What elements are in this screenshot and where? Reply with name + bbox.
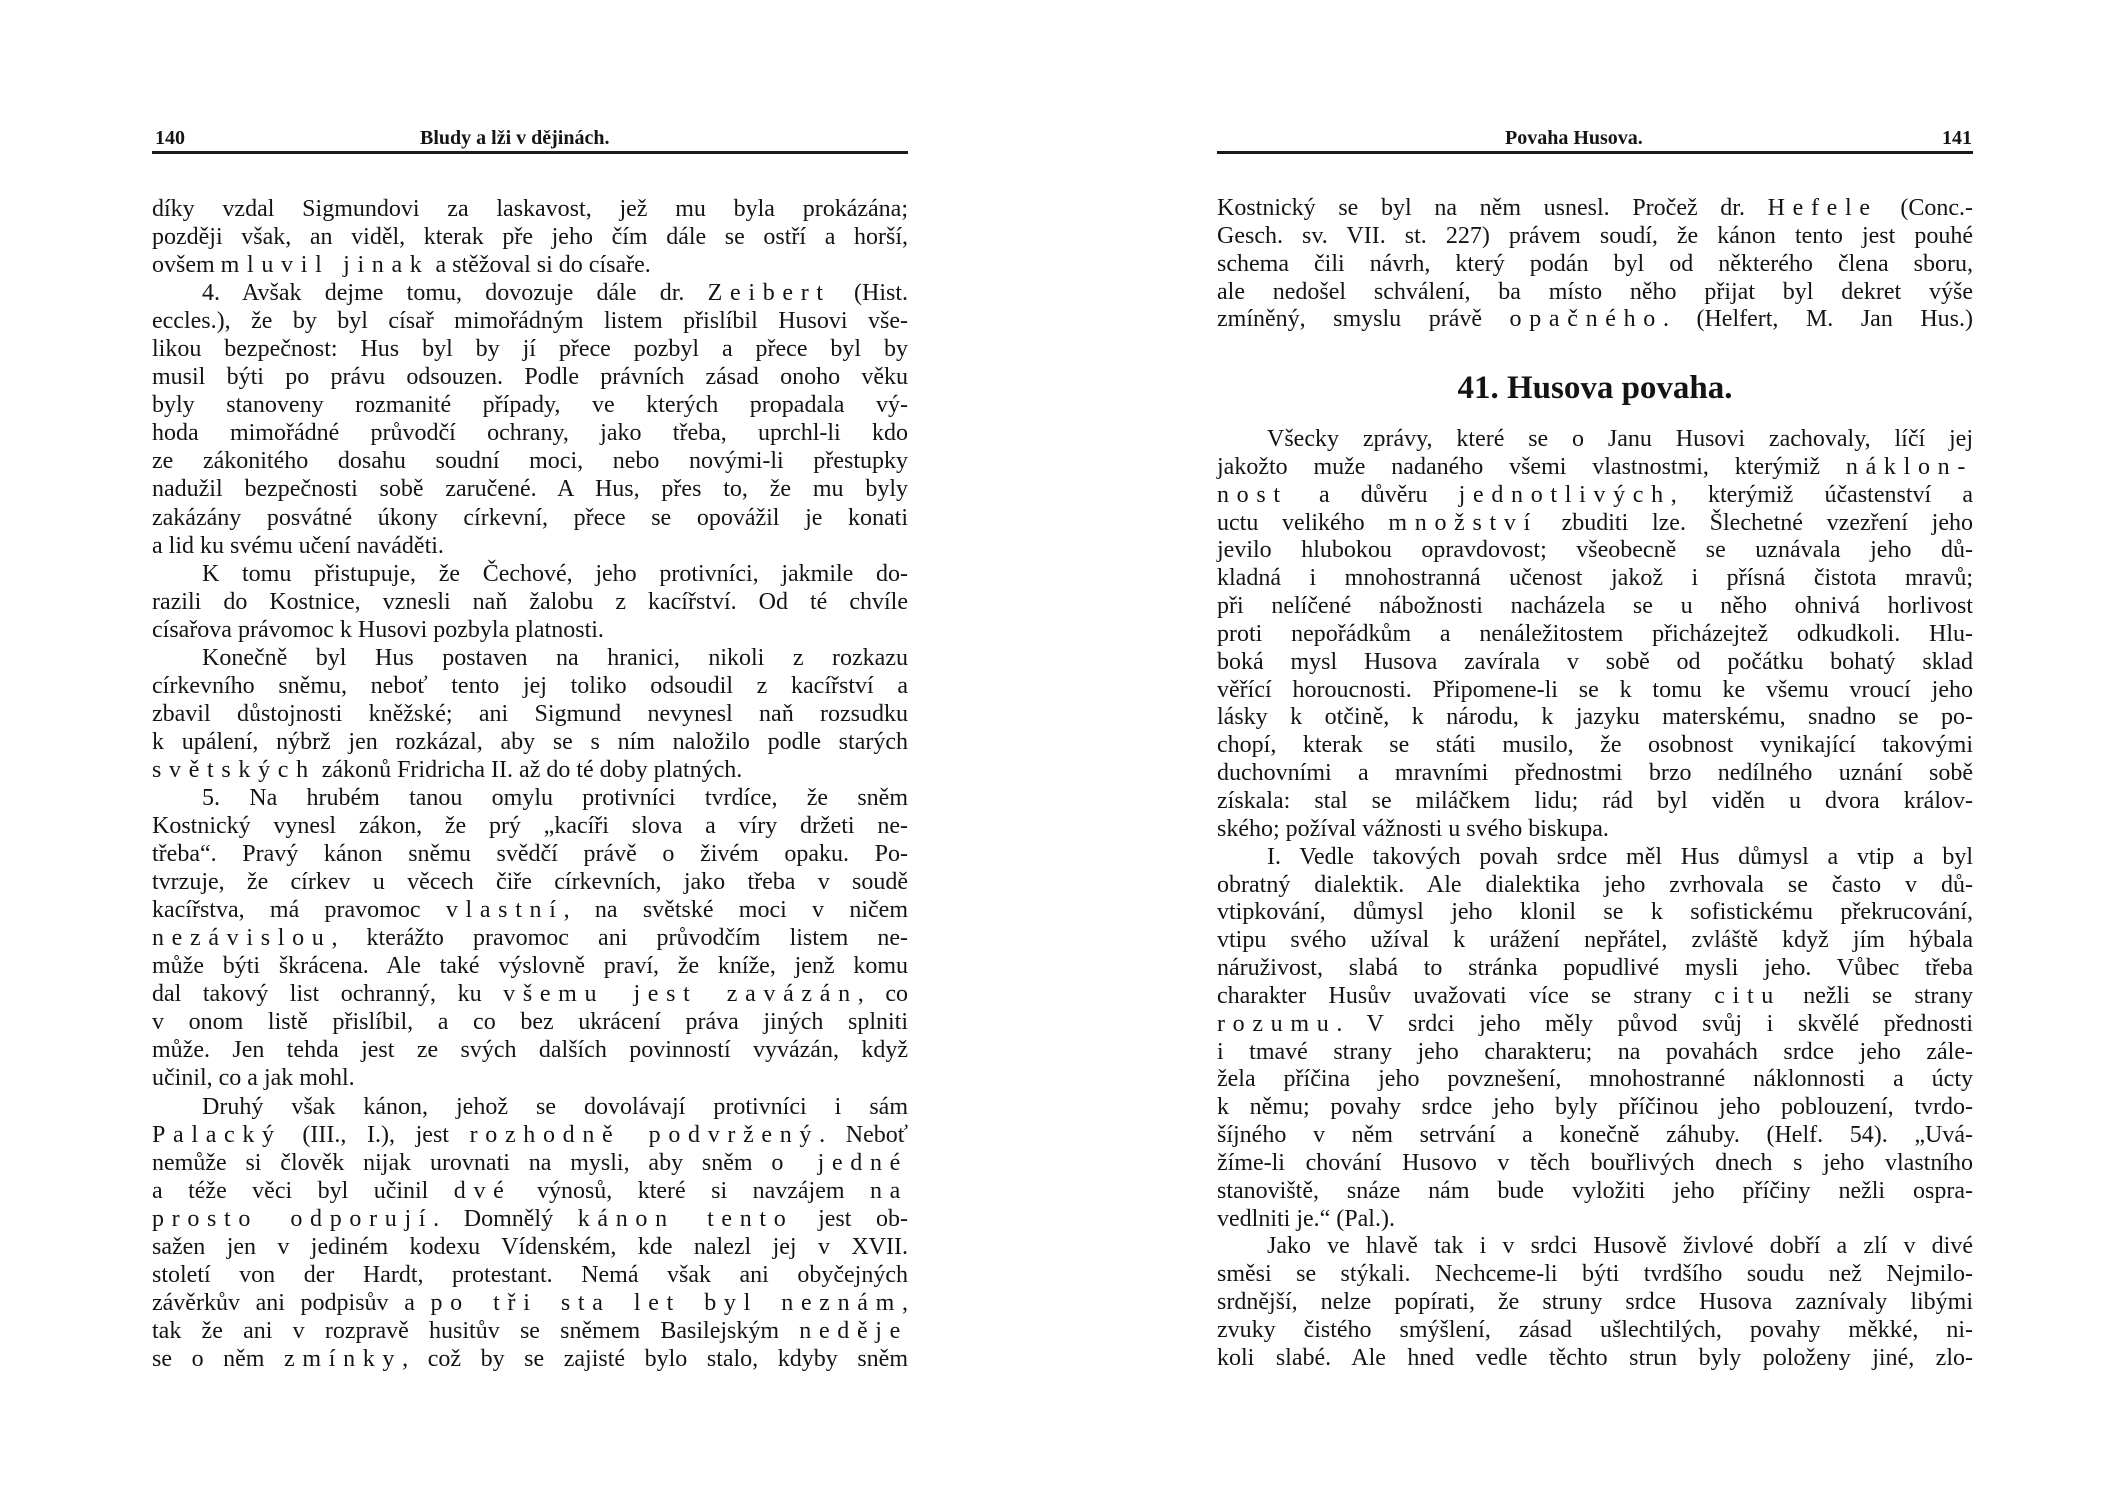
- text-line: [152, 896, 908, 924]
- text-line: [1217, 732, 1973, 760]
- text-run: k upálení, nýbrž jen rozkázal, aby se s ním naložilo podle starých: [152, 728, 908, 755]
- text-line: [152, 475, 908, 503]
- text-line: [152, 616, 908, 644]
- text-line: [1217, 1094, 1973, 1122]
- text-run: náruživost, slabá to stránka popudlivé mysli jeho. Vůbec třeba: [1217, 955, 1973, 982]
- text-run: žela příčina jeho povznešení, mnohostranné náklonnosti a úcty: [1217, 1066, 1973, 1093]
- text-run: hoda mimořádné průvodčí ochrany, jako třeba, uprchl-li kdo: [152, 420, 908, 447]
- text-run: . (Helfert, M. Jan Hus.): [1662, 306, 1974, 333]
- header-rule-right: [1217, 151, 1973, 154]
- text-run: zakázány posvátné úkony církevní, přece se opovážil je konati: [152, 504, 908, 531]
- text-line: [152, 279, 908, 307]
- text-run: ,: [901, 1289, 908, 1316]
- text-line: [1217, 1039, 1973, 1067]
- text-run: císařova právomoc k Husovi pozbyla platnosti.: [152, 616, 604, 643]
- spaced-emphasis: Palacký: [152, 1121, 282, 1148]
- text-line: [1217, 844, 1973, 872]
- text-run: musil býti po právu odsouzen. Podle právních zásad onoho věku: [152, 364, 908, 391]
- text-line: [152, 1177, 908, 1205]
- text-run: razili do Kostnice, vznesli naň žalobu z kacířství. Od té chvíle: [152, 588, 908, 615]
- text-run: Kostnický vynesl zákon, že prý „kacíři slova a víry držeti ne-: [152, 813, 908, 840]
- text-line: [152, 195, 908, 223]
- page-number-right: 141: [1942, 127, 1972, 149]
- text-line: [1217, 279, 1973, 307]
- text-line: [152, 700, 908, 728]
- text-line: [1217, 1261, 1973, 1289]
- text-line: [152, 532, 908, 560]
- text-run: uctu velikého: [1217, 509, 1389, 536]
- text-run: (Hist.: [830, 280, 908, 307]
- text-run: 4. Avšak dejme tomu, dovozuje dále dr.: [202, 280, 708, 307]
- spaced-emphasis: citu: [1714, 982, 1781, 1009]
- text-run: nemůže si člověk nijak urovnati na mysli, aby sněm: [152, 1149, 772, 1176]
- spaced-emphasis: světských: [152, 756, 316, 783]
- text-line: [1217, 426, 1973, 454]
- text-line: [152, 1345, 908, 1373]
- page-number-left: 140: [155, 127, 185, 149]
- text-run: eccles.), že by byl císař mimořádným listem přislíbil Husovi vše-: [152, 308, 908, 335]
- text-line: [1217, 1233, 1973, 1261]
- text-run: díky vzdal Sigmundovi za laskavost, jež mu byla prokázána;: [152, 196, 908, 222]
- text-run: Jako ve hlavě tak i v srdci Husově živlové dobří a zlí v divé: [1267, 1233, 1973, 1260]
- text-run: žíme-li chování Husovo v těch bouřlivých dnech s jeho vlastního: [1217, 1149, 1973, 1176]
- spaced-emphasis: rozhodně podvržený: [469, 1121, 820, 1148]
- text-line: [152, 223, 908, 251]
- text-run: . V srdci jeho měly původ svůj i skvělé přednosti: [1336, 1010, 1973, 1037]
- text-line: [1217, 704, 1973, 732]
- text-line: [1217, 537, 1973, 565]
- text-line: [1217, 1317, 1973, 1345]
- text-run: jakožto muže nadaného všemi vlastnostmi, kterýmiž: [1217, 453, 1846, 480]
- text-run: dal takový list ochranný, ku: [152, 981, 504, 1008]
- text-run: směsi se stýkali. Nechceme-li býti tvrdšího soudu než Nejmilo-: [1217, 1261, 1973, 1288]
- text-run: zákonů Fridricha II. až do té doby platných.: [315, 756, 743, 783]
- text-line: [1217, 306, 1973, 334]
- text-run: , kterýmiž účastenství a: [1670, 481, 1974, 508]
- text-line: [1217, 788, 1973, 816]
- text-run: , kterážto pravomoc ani průvodčím listem ne-: [331, 925, 908, 952]
- text-run: ovšem: [152, 252, 221, 279]
- text-run: Všecky zprávy, které se o Janu Husovi zachovaly, líčí jej: [1267, 426, 1973, 452]
- text-line: [152, 952, 908, 980]
- text-line: [152, 1317, 908, 1345]
- text-run: Konečně byl Hus postaven na hranici, nikoli z rozkazu: [202, 644, 908, 671]
- text-line: [1217, 872, 1973, 900]
- text-line: [1217, 927, 1973, 955]
- text-line: [152, 840, 908, 868]
- spaced-emphasis: nezávislou: [152, 925, 332, 952]
- spaced-emphasis: náklon-: [1845, 453, 1973, 480]
- text-run: nadužil bezpečnosti sobě zaručené. A Hus, přes to, že mu byly: [152, 476, 908, 503]
- text-run: i tmavé strany jeho charakteru; na povahách srdce jeho zále-: [1217, 1038, 1973, 1065]
- spaced-emphasis: o jedné: [771, 1149, 908, 1176]
- text-run: výnosů, které si navzájem: [511, 1177, 870, 1204]
- text-line: [152, 391, 908, 419]
- text-run: Gesch. sv. VII. st. 227) právem soudí, že kánon tento jest pouhé: [1217, 222, 1973, 249]
- text-line: [152, 672, 908, 700]
- text-line: [152, 756, 908, 784]
- text-run: jest ob-: [793, 1205, 909, 1232]
- text-line: [1217, 251, 1973, 279]
- text-line: [152, 728, 908, 756]
- text-run: koli slabé. Ale hned vedle těchto strun byly položeny jiné, zlo-: [1217, 1344, 1973, 1371]
- text-line: [152, 1064, 908, 1092]
- text-line: [1217, 983, 1973, 1011]
- spaced-emphasis: opačného: [1509, 306, 1663, 333]
- text-run: a lid ku svému učení naváděti.: [152, 532, 444, 559]
- text-run: tak že ani v rozpravě husitův se sněmem Basilejským: [152, 1317, 800, 1344]
- text-run: jevilo hlubokou opravdovost; všeobecně se uznávala jeho dů-: [1217, 537, 1973, 564]
- text-run: může. Jen tehda jest ze svých dalších povinností vyvázán, když: [152, 1037, 908, 1064]
- text-line: [1217, 955, 1973, 983]
- text-run: kladná i mnohostranná učenost jakož i přísná čistota mravů;: [1217, 565, 1973, 592]
- text-run: zbuditi lze. Šlechetné vzezření jeho: [1537, 509, 1973, 536]
- text-run: byly stanoveny rozmanité případy, ve kterých propadala vý-: [152, 392, 908, 419]
- text-line: [1217, 1122, 1973, 1150]
- text-line: [1217, 195, 1973, 223]
- text-line: [152, 1289, 908, 1317]
- text-run: proti nepořádkům a nenáležitostem přicházejtež odkudkoli. Hlu-: [1217, 620, 1973, 647]
- text-run: vtipu svého užíval k urážení nepřátel, zvláště když jím hýbala: [1217, 927, 1973, 954]
- text-line: [152, 784, 908, 812]
- text-run: může býti škrácena. Ale také výslovně praví, že kníže, jenž komu: [152, 953, 908, 980]
- text-line: [152, 812, 908, 840]
- text-run: a stěžoval si do císaře.: [429, 252, 651, 279]
- text-run: k němu; povahy srdce jeho byly příčinou jeho poblouzení, tvrdo-: [1217, 1094, 1973, 1121]
- text-line: [1217, 454, 1973, 482]
- text-line: [152, 924, 908, 952]
- text-run: lásky k otčině, k národu, k jazyku materskému, snadno se po-: [1217, 704, 1973, 731]
- text-run: nežli se strany: [1781, 982, 1973, 1009]
- text-run: vtipkování, důmysl jeho klonil se k sofistickému překrucování,: [1217, 899, 1973, 926]
- text-line: [1217, 1206, 1973, 1234]
- text-line: [1217, 223, 1973, 251]
- text-run: obratný dialektik. Ale dialektika jeho zvrhovala se často v dů-: [1217, 871, 1973, 898]
- text-run: , na světské moci v ničem: [563, 897, 908, 924]
- text-line: [1217, 510, 1973, 538]
- text-run: , co: [857, 981, 909, 1008]
- text-run: později však, an viděl, kterak pře jeho čím dále se ostří a horší,: [152, 224, 908, 251]
- spaced-emphasis: po tři sta let byl neznám: [430, 1289, 902, 1316]
- spaced-emphasis: množství: [1388, 509, 1538, 536]
- text-line: [1217, 1011, 1973, 1039]
- running-title-right: Povaha Husova.: [1505, 127, 1643, 149]
- text-run: třeba“. Pravý kánon sněmu svědčí právě o živém opaku. Po-: [152, 841, 908, 868]
- text-line: [1217, 1066, 1973, 1094]
- text-line: [152, 1261, 908, 1289]
- text-line: [152, 1205, 908, 1233]
- spaced-emphasis: dvé: [453, 1177, 512, 1204]
- spaced-emphasis: rozumu: [1217, 1010, 1337, 1037]
- text-line: [152, 644, 908, 672]
- text-run: chopí, kterak se státi musilo, že osobnost vynikající takovými: [1217, 732, 1973, 759]
- text-run: Kostnický se byl na něm usnesl. Pročež dr.: [1217, 195, 1768, 221]
- text-line: [152, 588, 908, 616]
- text-run: 5. Na hrubém tanou omylu protivníci tvrdíce, že sněm: [202, 784, 908, 811]
- text-line: [152, 363, 908, 391]
- text-line: [1217, 1289, 1973, 1317]
- text-run: ze zákonitého dosahu soudní moci, nebo novými-li přestupky: [152, 448, 908, 475]
- right-body-text-top: [1217, 195, 1973, 334]
- text-run: století von der Hardt, protestant. Nemá však ani obyčejných: [152, 1261, 908, 1288]
- text-run: . Domnělý: [433, 1205, 578, 1232]
- text-line: [152, 1149, 908, 1177]
- text-line: [1217, 482, 1973, 510]
- running-title-left: Bludy a lži v dějinách.: [420, 127, 610, 149]
- text-run: , což by se zajisté bylo stalo, kdyby sněm: [402, 1345, 908, 1372]
- text-line: [152, 419, 908, 447]
- text-run: sažen jen v jediném kodexu Vídenském, kde nalezl jej v XVII.: [152, 1233, 908, 1260]
- text-run: Druhý však kánon, jehož se dovolávají protivníci i sám: [202, 1093, 908, 1120]
- text-run: se o něm: [152, 1345, 285, 1372]
- text-run: v onom listě přislíbil, a co bez ukrácení práva jiných splniti: [152, 1009, 908, 1036]
- text-run: tvrzuje, že církev u věcech čiře církevních, jako třeba v soudě: [152, 869, 908, 896]
- spaced-emphasis: mluvil jinak: [220, 252, 430, 279]
- text-run: boká mysl Husova zavírala v sobě od počátku bohatý sklad: [1217, 648, 1973, 675]
- text-run: kacířstva, má pravomoc: [152, 897, 446, 924]
- text-run: stanoviště, snáze nám bude vyložiti jeho příčiny nežli ospra-: [1217, 1177, 1973, 1204]
- text-line: [152, 1008, 908, 1036]
- text-line: [152, 504, 908, 532]
- text-run: vedlniti je.“ (Pal.).: [1217, 1205, 1395, 1232]
- text-run: závěrkův ani podpisův a: [152, 1289, 431, 1316]
- text-run: šíjného v něm setrvání a konečně záhuby. (Helf. 54). „Uvá-: [1217, 1122, 1973, 1149]
- spaced-emphasis: Hefele: [1767, 195, 1878, 221]
- text-run: při nelíčené nábožnosti nacházela se u něho ohnivá horlivost: [1217, 593, 1973, 620]
- text-line: [1217, 1345, 1973, 1373]
- text-line: [1217, 621, 1973, 649]
- text-run: (III., I.), jest: [281, 1121, 470, 1148]
- text-line: [152, 251, 908, 279]
- text-line: [152, 447, 908, 475]
- text-line: [1217, 1178, 1973, 1206]
- text-run: zvuky čistého smýšlení, zásad ušlechtilých, povahy měkké, ni-: [1217, 1317, 1973, 1343]
- text-line: [152, 1036, 908, 1064]
- text-line: [152, 868, 908, 896]
- spaced-emphasis: Zeibert: [707, 280, 831, 307]
- text-line: [1217, 816, 1973, 844]
- spaced-emphasis: vlastní: [445, 897, 564, 924]
- text-line: [152, 560, 908, 588]
- text-run: a téže věci byl učinil: [152, 1177, 454, 1204]
- text-line: [152, 1121, 908, 1149]
- text-run: ského; požíval vážnosti u svého biskupa.: [1217, 815, 1609, 842]
- text-line: [152, 335, 908, 363]
- text-run: zbavil důstojnosti kněžské; ani Sigmund nevynesl naň rozsudku: [152, 700, 908, 727]
- text-line: [152, 307, 908, 335]
- text-line: [1217, 760, 1973, 788]
- spaced-emphasis: všemu jest zavázán: [503, 981, 858, 1008]
- text-run: schema čili návrh, který podán byl od některého člena sboru,: [1217, 250, 1973, 277]
- text-run: církevního sněmu, neboť tento jej toliko odsoudil z kacířství a: [152, 672, 908, 699]
- text-run: I. Vedle takových povah srdce měl Hus důmysl a vtip a byl: [1267, 843, 1973, 870]
- text-run: charakter Husův uvažovati více se strany: [1217, 982, 1715, 1009]
- text-run: učinil, co a jak mohl.: [152, 1065, 355, 1092]
- spaced-emphasis: na: [869, 1177, 908, 1204]
- section-heading: 41. Husova povaha.: [1457, 370, 1733, 406]
- text-line: [1217, 1150, 1973, 1178]
- text-run: likou bezpečnost: Hus byl by jí přece pozbyl a přece byl by: [152, 336, 908, 363]
- text-line: [1217, 565, 1973, 593]
- spaced-emphasis: zmínky: [284, 1345, 403, 1372]
- text-run: a důvěru: [1287, 481, 1459, 508]
- text-line: [152, 1233, 908, 1261]
- text-line: [152, 980, 908, 1008]
- header-rule-left: [152, 151, 908, 154]
- text-run: srdnější, nelze popírati, že struny srdce Husova zaznívaly libými: [1217, 1289, 1973, 1316]
- text-line: [1217, 593, 1973, 621]
- left-body-text: [152, 195, 908, 1373]
- spaced-emphasis: nost: [1217, 481, 1288, 508]
- spaced-emphasis: jednotlivých: [1458, 481, 1671, 508]
- text-run: . Neboť: [819, 1121, 908, 1148]
- spaced-emphasis: prosto odporují: [152, 1205, 434, 1232]
- text-run: získala: stal se miláčkem lidu; rád byl viděn u dvora králov-: [1217, 787, 1973, 814]
- text-line: [152, 1093, 908, 1121]
- text-run: K tomu přistupuje, že Čechové, jeho protivníci, jakmile do-: [202, 560, 908, 587]
- spaced-emphasis: kánon tento: [577, 1205, 794, 1232]
- text-line: [1217, 899, 1973, 927]
- spaced-emphasis: neděje: [799, 1317, 908, 1344]
- text-run: (Conc.-: [1877, 195, 1973, 221]
- right-body-text: [1217, 426, 1973, 1373]
- text-line: [1217, 649, 1973, 677]
- text-run: věřící horoucnosti. Připomene-li se k tomu ke všemu vroucí jeho: [1217, 676, 1973, 703]
- text-run: ale nedošel schválení, ba místo něho přijat byl dekret výše: [1217, 278, 1973, 305]
- text-run: zmíněný, smyslu právě: [1217, 306, 1510, 333]
- text-line: [1217, 677, 1973, 705]
- text-run: duchovními a mravními přednostmi brzo nedílného uznání sobě: [1217, 760, 1973, 787]
